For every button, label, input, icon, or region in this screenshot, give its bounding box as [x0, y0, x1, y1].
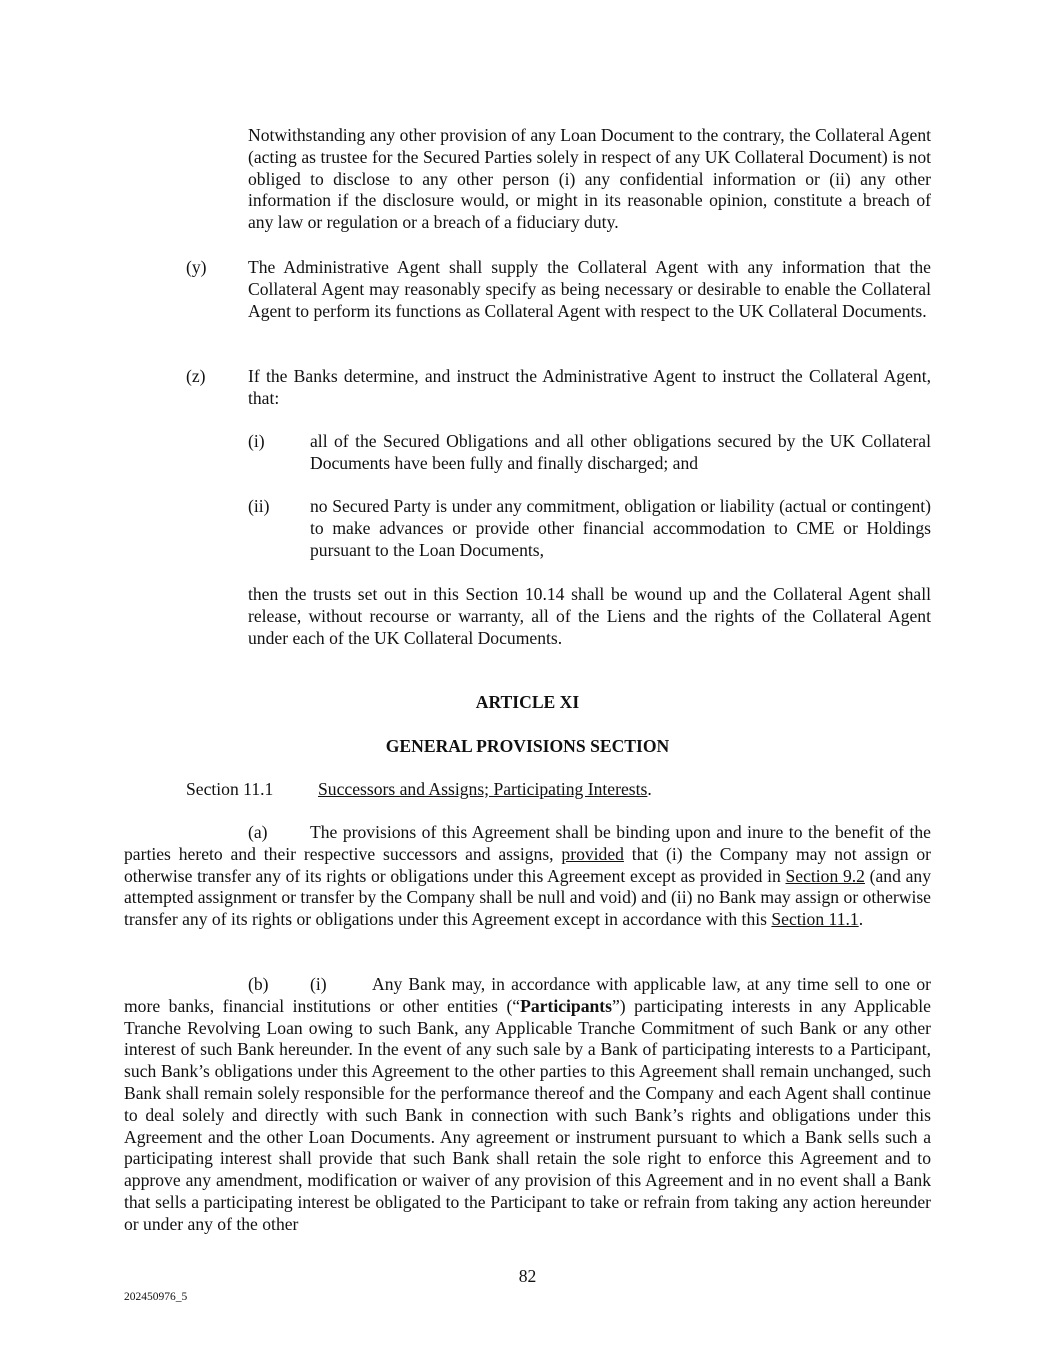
article-subtitle: GENERAL PROVISIONS SECTION [385, 736, 670, 756]
article-title: ARTICLE XI [475, 692, 580, 712]
paragraph-b-sub-label: (i) [310, 974, 327, 994]
paragraph-a [124, 822, 931, 931]
section-title: Successors and Assigns; Participating Interests [318, 779, 648, 799]
clause-z-i-label: (i) [248, 431, 265, 451]
clause-z-conclusion: then the trusts set out in this Section 10.14 shall be wound up and the Collateral Agent shall release, without recourse or warranty, all of the Liens and the rights of the Collateral Agent under each of the UK Collateral Documents. [248, 584, 931, 648]
provided-term: provided [561, 843, 624, 864]
section-title-period: . [647, 779, 652, 799]
paragraph-b-text-1: Any Bank may, in accordance with applicable law, at any time sell to one or more banks, financial institutions or other entities (“ [124, 974, 931, 1016]
paragraph-b [124, 974, 931, 1236]
paragraph-a-text-1: The provisions of this Agreement shall be binding upon and inure to the benefit of the parties hereto and their respective successors and assigns, [124, 822, 931, 864]
clause-y-text: The Administrative Agent shall supply the Collateral Agent with any information that the Collateral Agent may reasonably specify as being necessary or desirable to enable the Collateral Agent to perform its functions as Collateral Agent with respect to the UK Collateral Documents. [248, 257, 931, 321]
section-number: Section 11.1 [186, 779, 274, 799]
clause-z-label: (z) [186, 366, 206, 386]
paragraph-b-label: (b) [248, 974, 269, 994]
clause-y-label: (y) [186, 257, 207, 277]
paragraph-a-text-4: . [858, 909, 864, 930]
paragraph-a-text-3: (and any attempted assignment or transfer by the Company shall be null and void) and (ii) no Bank may assign or otherwise transfer any of its rights or obligations under this Agreement except in accordance with this [124, 865, 931, 930]
participants-term: Participants [520, 995, 612, 1016]
clause-z-i-text: all of the Secured Obligations and all other obligations secured by the UK Collateral Documents have been fully and finally discharged; and [310, 431, 931, 473]
clause-z-text: If the Banks determine, and instruct the Administrative Agent to instruct the Collateral Agent, that: [248, 366, 931, 408]
clause-z-ii-text: no Secured Party is under any commitment, obligation or liability (actual or contingent) to make advances or provide other financial accommodation to CME or Holdings pursuant to the Loan Documents, [310, 496, 931, 560]
paragraph-b-text-2: ”) participating interests in any Applicable Tranche Revolving Loan owing to such Bank, any Applicable Tranche Commitment of such Bank or any other interest of such Bank hereunder. In the event of any such sale by a Bank of participating interests to a Participant, such Bank’s obligations under this Agreement to the other parties to this Agreement shall remain unchanged, such Bank shall remain solely responsible for the performance thereof and the Company and each Agent shall continue to deal solely and directly with such Bank in connection with such Bank’s rights and obligations under this Agreement and the other Loan Documents. Any agreement or instrument pursuant to which a Bank sells such a participating interest shall provide that such Bank shall retain the sole right to enforce this Agreement and to approve any amendment, modification or waiver of any provision of this Agreement and in no event shall a Bank that sells a participating interest be obligated to the Participant to take or refrain from taking any action hereunder or under any of the other [124, 995, 931, 1234]
section-11-1-reference[interactable]: Section 11.1 [771, 909, 859, 930]
paragraph-a-text-2: that (i) the Company may not assign or otherwise transfer any of its rights or obligations under this Agreement except as provided in [124, 843, 931, 886]
section-heading [318, 779, 652, 801]
page-number: 82 [518, 1266, 537, 1286]
paragraph-x-continuation: Notwithstanding any other provision of any Loan Document to the contrary, the Collateral Agent (acting as trustee for the Secured Parties solely in respect of any UK Collateral Document) is not obliged to disclose to any other person (i) any confidential information or (ii) any other information if the disclosure would, or might in its reasonable opinion, constitute a breach of any law or regulation or a breach of a fiduciary duty. [248, 125, 931, 233]
paragraph-a-label: (a) [248, 822, 268, 842]
document-id: 202450976_5 [124, 1291, 188, 1303]
section-9-2-reference[interactable]: Section 9.2 [785, 865, 865, 886]
clause-z-ii-label: (ii) [248, 496, 270, 516]
